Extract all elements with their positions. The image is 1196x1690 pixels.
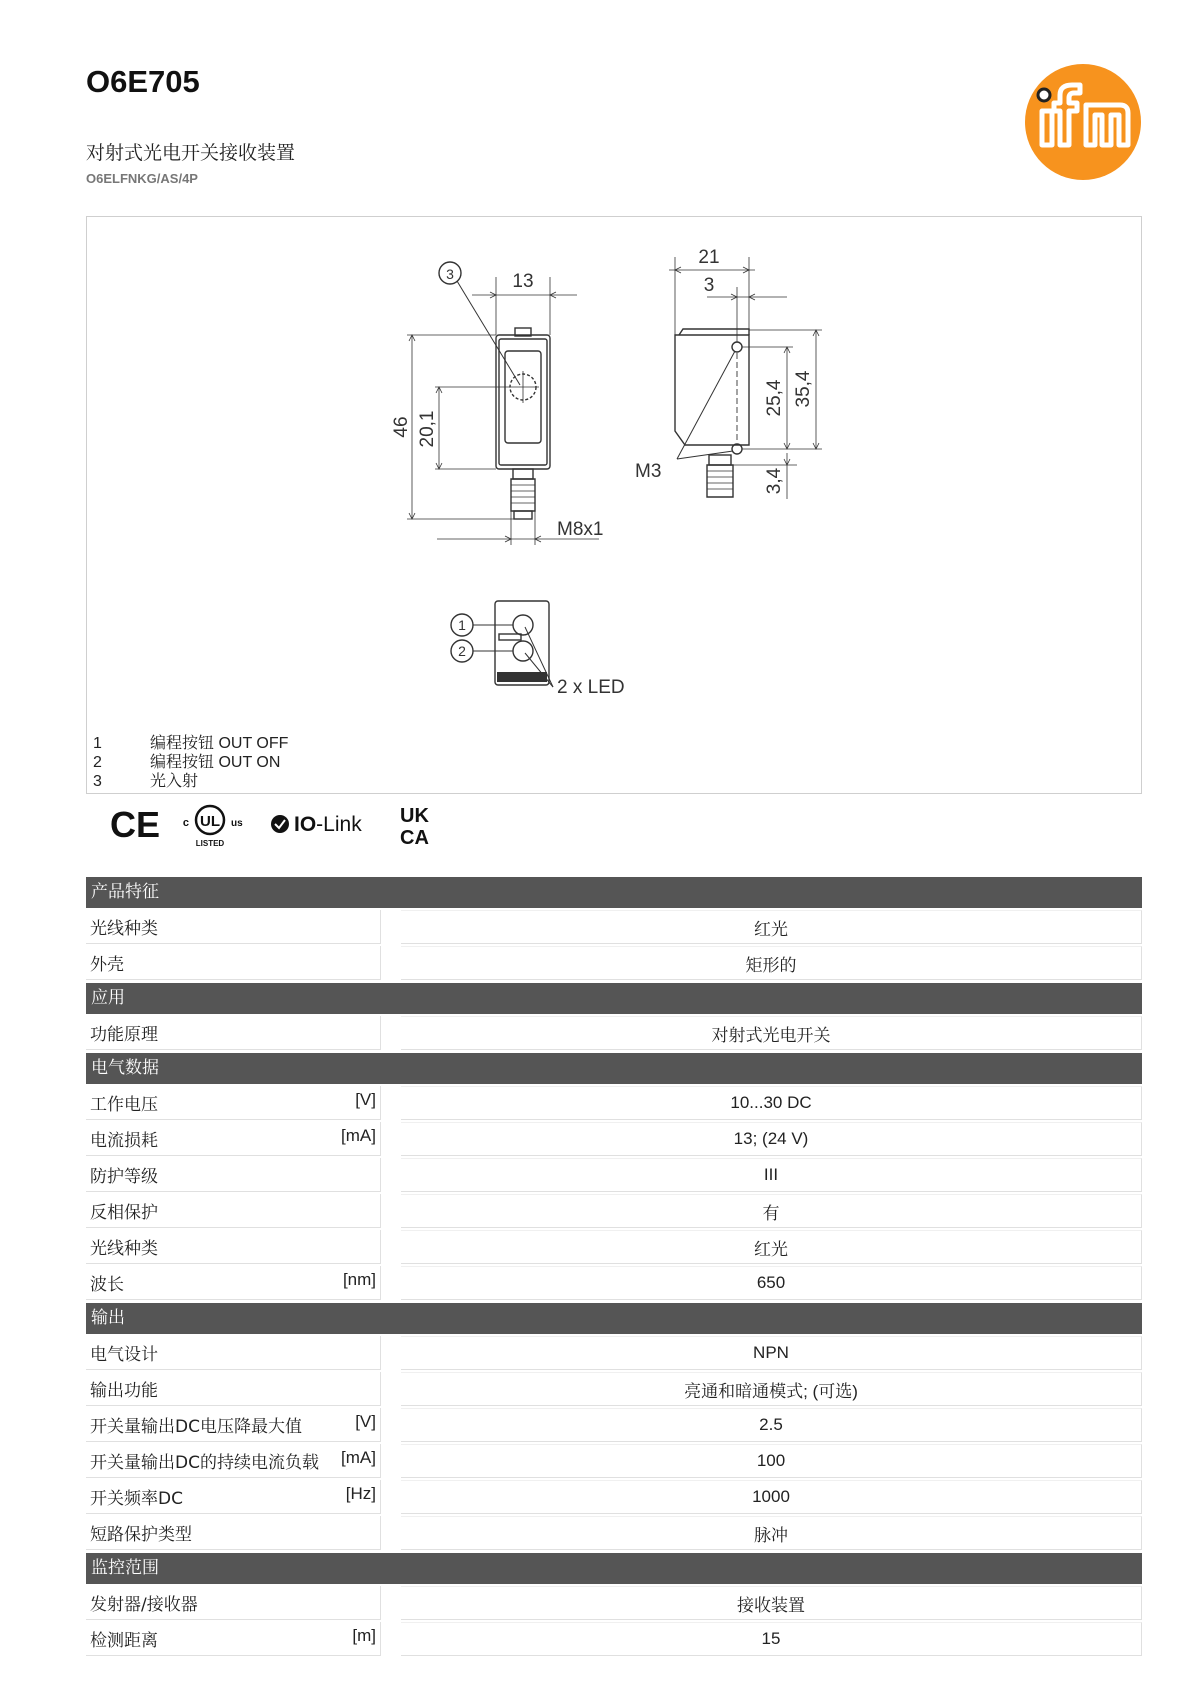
spec-label: 功能原理 (90, 1025, 158, 1045)
spec-row (86, 1230, 1142, 1264)
spec-label-cell (86, 1230, 381, 1264)
spec-row (86, 1086, 1142, 1120)
spec-value: NPN (401, 1336, 1142, 1370)
spec-unit: [V] (355, 1412, 376, 1431)
io-link-mark (271, 813, 362, 836)
spec-value: 15 (401, 1622, 1142, 1656)
spec-label: 光线种类 (90, 1239, 158, 1259)
spec-label-cell (86, 1408, 381, 1442)
spec-unit (370, 950, 376, 975)
led-label: 2 x LED (557, 677, 625, 698)
callout-2: 2 (458, 643, 466, 659)
product-title: O6E705 (86, 64, 200, 99)
spec-value: 矩形的 (401, 946, 1142, 980)
spec-unit (370, 1340, 376, 1365)
spec-label-cell (86, 1016, 381, 1050)
logo-text: ifm (1082, 178, 1084, 179)
spec-unit: [mA] (341, 1448, 376, 1467)
dim-width-front: 13 (512, 271, 534, 292)
spec-unit: [m] (352, 1626, 376, 1645)
product-code: O6ELFNKG/AS/4P (86, 171, 198, 186)
dim-side-height: 35,4 (793, 370, 814, 408)
spec-label: 工作电压 (90, 1095, 158, 1115)
spec-label: 输出功能 (90, 1381, 158, 1401)
section-header-features: 产品特征 (86, 877, 1142, 908)
spec-row (86, 1480, 1142, 1514)
section-header-application: 应用 (86, 983, 1142, 1014)
callout-1: 1 (458, 617, 466, 633)
svg-text:c: c (182, 817, 189, 829)
spec-label-cell (86, 1480, 381, 1514)
legend-item: 1 编程按钮 OUT OFF (93, 735, 289, 752)
dim-width-side: 21 (698, 247, 720, 268)
spec-value: 650 (401, 1266, 1142, 1300)
spec-label-cell (86, 1372, 381, 1406)
spec-label-cell (86, 1622, 381, 1656)
spec-row (86, 1444, 1142, 1478)
spec-label: 反相保护 (90, 1203, 158, 1223)
spec-value: 13; (24 V) (401, 1122, 1142, 1156)
dim-height-total: 46 (391, 416, 412, 438)
spec-row (86, 1122, 1142, 1156)
dim-side-offset: 3 (703, 275, 715, 296)
dim-connector-offset: 3,4 (764, 467, 785, 495)
spec-row (86, 910, 1142, 944)
ukca-mark (400, 805, 429, 849)
svg-text:UK: UK (400, 805, 429, 827)
spec-value: 有 (401, 1194, 1142, 1228)
spec-row (86, 1016, 1142, 1050)
spec-unit (370, 1376, 376, 1401)
svg-text:UL: UL (200, 813, 220, 830)
spec-row (86, 946, 1142, 980)
spec-row (86, 1408, 1142, 1442)
ifm-logo (1024, 63, 1142, 181)
spec-value: 亮通和暗通模式; (可选) (401, 1372, 1142, 1406)
spec-value: 红光 (401, 1230, 1142, 1264)
dim-hole-spacing: 25,4 (764, 379, 785, 417)
spec-unit (370, 1162, 376, 1187)
culus-mark (183, 806, 243, 848)
spec-label-cell (86, 1194, 381, 1228)
spec-label: 波长 (90, 1275, 124, 1295)
spec-label-cell (86, 946, 381, 980)
spec-label: 防护等级 (90, 1167, 158, 1187)
spec-value: 1000 (401, 1480, 1142, 1514)
spec-label: 光线种类 (90, 919, 158, 939)
spec-label: 开关量输出DC的持续电流负载 (90, 1453, 319, 1473)
drawing-legend (93, 734, 288, 791)
spec-row (86, 1194, 1142, 1228)
spec-value: 对射式光电开关 (401, 1016, 1142, 1050)
spec-row (86, 1516, 1142, 1550)
drawing-svg (87, 217, 1143, 795)
section-header-monitoring: 监控范围 (86, 1553, 1142, 1584)
spec-row (86, 1586, 1142, 1620)
spec-label: 短路保护类型 (90, 1525, 192, 1545)
spec-label-cell (86, 1516, 381, 1550)
spec-unit (370, 1234, 376, 1259)
spec-row (86, 1336, 1142, 1370)
spec-unit: [nm] (342, 1270, 376, 1289)
spec-unit (370, 1198, 376, 1223)
callout-3: 3 (446, 266, 454, 282)
svg-text:us: us (231, 818, 243, 829)
svg-text:CA: CA (400, 827, 429, 849)
spec-value: 2.5 (401, 1408, 1142, 1442)
spec-label-cell (86, 1586, 381, 1620)
dim-lens-offset: 20,1 (417, 410, 438, 448)
spec-unit (370, 1020, 376, 1045)
spec-row (86, 1158, 1142, 1192)
spec-label-cell (86, 1122, 381, 1156)
spec-unit (370, 914, 376, 939)
spec-unit: [Hz] (345, 1484, 376, 1503)
spec-value: 脉冲 (401, 1516, 1142, 1550)
ce-mark: CE (110, 804, 161, 845)
product-subtitle: 对射式光电开关接收装置 (86, 142, 296, 164)
spec-value: 接收装置 (401, 1586, 1142, 1620)
dimension-drawing (86, 216, 1142, 794)
certification-marks (110, 800, 470, 850)
spec-row (86, 1266, 1142, 1300)
dim-screw: M3 (635, 461, 662, 482)
spec-label: 开关量输出DC电压降最大值 (90, 1417, 302, 1437)
spec-label-cell (86, 910, 381, 944)
section-header-outputs: 输出 (86, 1303, 1142, 1334)
spec-label-cell (86, 1336, 381, 1370)
spec-value: 10...30 DC (401, 1086, 1142, 1120)
svg-text:IO-Link: IO-Link (294, 813, 362, 836)
spec-unit (370, 1590, 376, 1615)
spec-value: 红光 (401, 910, 1142, 944)
spec-value: 100 (401, 1444, 1142, 1478)
spec-label-cell (86, 1266, 381, 1300)
spec-row (86, 1622, 1142, 1656)
spec-label-cell (86, 1086, 381, 1120)
spec-label: 电气设计 (90, 1345, 158, 1365)
spec-unit (370, 1520, 376, 1545)
spec-label: 发射器/接收器 (90, 1595, 198, 1615)
spec-label-cell (86, 1444, 381, 1478)
spec-unit: [V] (355, 1090, 376, 1109)
legend-item: 2 编程按钮 OUT ON (93, 754, 281, 771)
spec-label-cell (86, 1158, 381, 1192)
spec-unit: [mA] (341, 1126, 376, 1145)
spec-value: III (401, 1158, 1142, 1192)
spec-label: 检测距离 (90, 1631, 158, 1651)
spec-label: 开关频率DC (90, 1489, 183, 1509)
spec-row (86, 1372, 1142, 1406)
spec-label: 外壳 (90, 955, 124, 975)
spec-table (86, 877, 1142, 1656)
legend-item: 3 光入射 (93, 773, 199, 790)
spec-label: 电流损耗 (90, 1131, 158, 1151)
section-header-electrical: 电气数据 (86, 1053, 1142, 1084)
dim-thread: M8x1 (557, 519, 604, 540)
svg-text:LISTED: LISTED (195, 839, 225, 848)
